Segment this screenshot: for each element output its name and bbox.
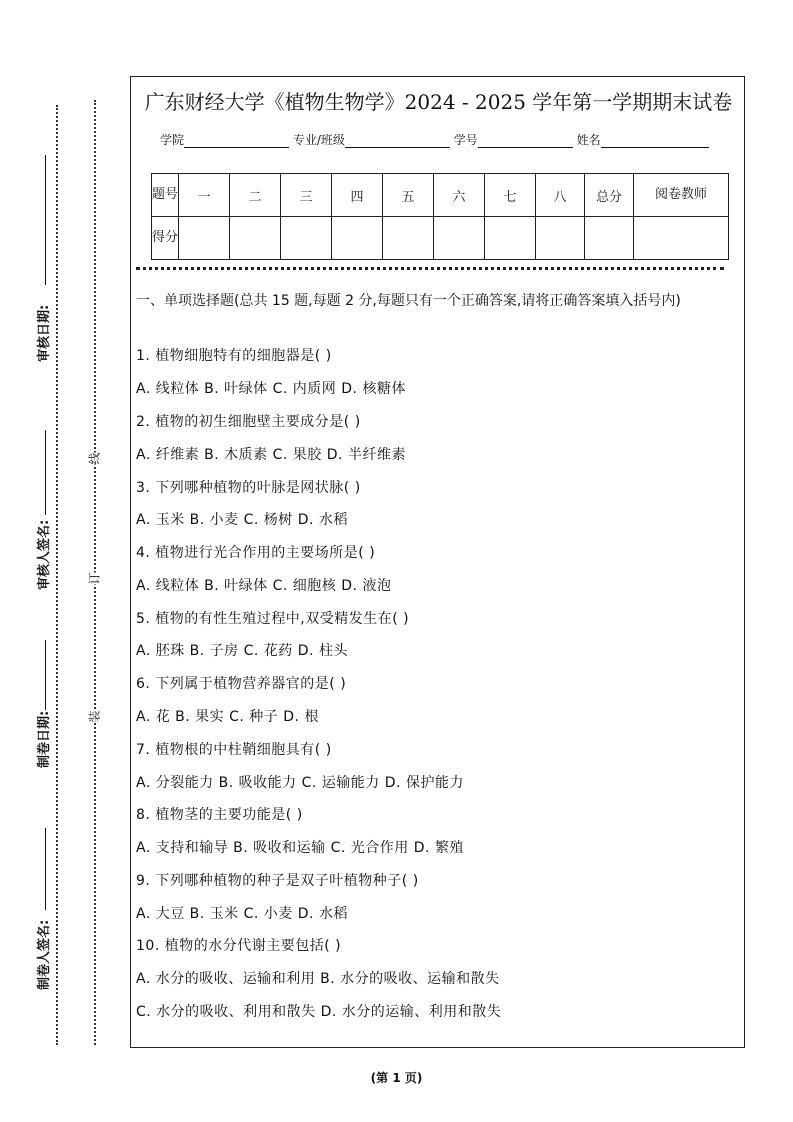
header-cell: 二	[230, 174, 281, 217]
question-text: 6. 下列属于植物营养器官的是( )	[136, 676, 347, 692]
exam-title: 广东财经大学《植物生物学》2024 - 2025 学年第一学期期末试卷	[144, 90, 733, 114]
score-table-score-row	[152, 217, 729, 260]
score-cell[interactable]	[230, 217, 281, 260]
student-id-blank[interactable]	[478, 135, 573, 148]
score-cell[interactable]	[383, 217, 434, 260]
score-cell[interactable]	[434, 217, 485, 260]
reviewer-sign-line	[45, 430, 46, 515]
score-table	[151, 173, 729, 260]
student-info-row	[160, 131, 709, 148]
question-text: 5. 植物的有性生殖过程中,双受精发生在( )	[136, 611, 410, 627]
row-label-question-no: 题号	[152, 174, 179, 217]
question-text: 10. 植物的水分代谢主要包括( )	[136, 938, 342, 954]
maker-date-line	[45, 640, 46, 710]
outer-dotted-line	[56, 105, 58, 1045]
question-text: 7. 植物根的中柱鞘细胞具有( )	[136, 742, 332, 758]
reviewer-sign-label: 审核人签名:	[37, 519, 52, 590]
maker-sign-line	[45, 828, 46, 910]
header-cell: 六	[434, 174, 485, 217]
header-cell: 一	[179, 174, 230, 217]
question-options: A. 线粒体 B. 叶绿体 C. 内质网 D. 核糖体	[136, 381, 406, 397]
question-options: A. 玉米 B. 小麦 C. 杨树 D. 水稻	[136, 512, 348, 528]
score-cell[interactable]	[536, 217, 585, 260]
college-label: 学院	[160, 133, 185, 147]
section-divider	[136, 267, 724, 270]
question-options: A. 胚珠 B. 子房 C. 花药 D. 柱头	[136, 643, 348, 659]
bind-char-line: 线	[87, 452, 102, 465]
question-options: C. 水分的吸收、利用和散失 D. 水分的运输、利用和散失	[136, 1004, 502, 1020]
header-cell: 三	[281, 174, 332, 217]
header-cell: 四	[332, 174, 383, 217]
header-cell: 七	[485, 174, 536, 217]
score-table-header-row	[152, 174, 729, 217]
reviewer-date-label: 审核日期:	[37, 304, 52, 362]
name-blank[interactable]	[601, 135, 709, 148]
header-cell-total: 总分	[585, 174, 634, 217]
question-options: A. 纤维素 B. 木质素 C. 果胶 D. 半纤维素	[136, 447, 406, 463]
question-text: 9. 下列哪种植物的种子是双子叶植物种子( )	[136, 873, 419, 889]
question-options: A. 支持和输导 B. 吸收和运输 C. 光合作用 D. 繁殖	[136, 840, 464, 856]
major-label: 专业/班级	[292, 133, 345, 147]
question-options: A. 线粒体 B. 叶绿体 C. 细胞核 D. 液泡	[136, 578, 392, 594]
name-label: 姓名	[576, 133, 601, 147]
score-cell[interactable]	[332, 217, 383, 260]
college-blank[interactable]	[184, 135, 289, 148]
header-cell-grader: 阅卷教师	[634, 174, 729, 217]
reviewer-date-line	[45, 155, 46, 285]
question-text: 4. 植物进行光合作用的主要场所是( )	[136, 545, 376, 561]
bind-char-order: 订	[87, 572, 102, 585]
score-cell-grader[interactable]	[634, 217, 729, 260]
score-cell[interactable]	[281, 217, 332, 260]
student-id-label: 学号	[453, 133, 478, 147]
question-options: A. 大豆 B. 玉米 C. 小麦 D. 水稻	[136, 906, 348, 922]
question-options: A. 花 B. 果实 C. 种子 D. 根	[136, 709, 319, 725]
question-text: 1. 植物细胞特有的细胞器是( )	[136, 348, 332, 364]
page-number: (第 1 页)	[370, 1071, 423, 1085]
question-text: 2. 植物的初生细胞壁主要成分是( )	[136, 414, 361, 430]
score-cell[interactable]	[485, 217, 536, 260]
question-options: A. 水分的吸收、运输和利用 B. 水分的吸收、运输和散失	[136, 971, 500, 987]
question-text: 3. 下列哪种植物的叶脉是网状脉( )	[136, 480, 361, 496]
maker-sign-label: 制卷人签名:	[37, 919, 52, 990]
header-cell: 八	[536, 174, 585, 217]
question-text: 8. 植物茎的主要功能是( )	[136, 807, 303, 823]
score-cell[interactable]	[179, 217, 230, 260]
major-blank[interactable]	[345, 135, 450, 148]
section-heading: 一、单项选择题(总共 15 题,每题 2 分,每题只有一个正确答案,请将正确答案填入括号内)	[136, 293, 681, 309]
bind-char-install: 装	[87, 710, 102, 723]
score-cell-total[interactable]	[585, 217, 634, 260]
question-options: A. 分裂能力 B. 吸收能力 C. 运输能力 D. 保护能力	[136, 775, 464, 791]
maker-date-label: 制卷日期:	[37, 710, 52, 768]
row-label-score: 得分	[152, 217, 179, 260]
header-cell: 五	[383, 174, 434, 217]
